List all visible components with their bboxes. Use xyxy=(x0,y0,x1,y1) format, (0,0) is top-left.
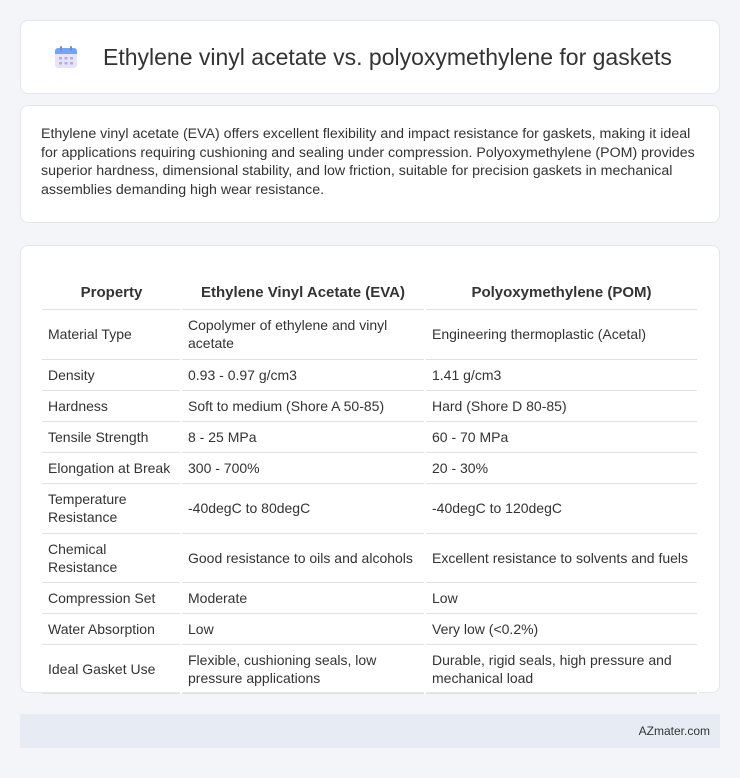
property-cell: Material Type xyxy=(42,309,181,359)
eva-cell: Flexible, cushioning seals, low pressure applications xyxy=(181,644,425,693)
property-cell: Ideal Gasket Use xyxy=(42,644,181,693)
pom-cell: -40degC to 120degC xyxy=(425,483,698,533)
pom-cell: Low xyxy=(425,582,698,613)
eva-cell: Copolymer of ethylene and vinyl acetate xyxy=(181,309,425,359)
eva-cell: Moderate xyxy=(181,582,425,613)
eva-cell: 300 - 700% xyxy=(181,452,425,483)
pom-cell: Excellent resistance to solvents and fuels xyxy=(425,533,698,582)
property-cell: Water Absorption xyxy=(42,613,181,644)
eva-cell: -40degC to 80degC xyxy=(181,483,425,533)
calendar-icon xyxy=(51,42,81,72)
table-header-row xyxy=(42,266,698,309)
header-pom: Polyoxymethylene (POM) xyxy=(425,266,698,309)
comparison-table-card xyxy=(20,245,720,693)
table-row xyxy=(42,483,698,533)
page-title: Ethylene vinyl acetate vs. polyoxymethylene for gaskets xyxy=(103,43,672,70)
eva-cell: 8 - 25 MPa xyxy=(181,421,425,452)
property-cell: Compression Set xyxy=(42,582,181,613)
eva-cell: Good resistance to oils and alcohols xyxy=(181,533,425,582)
property-cell: Tensile Strength xyxy=(42,421,181,452)
summary-card xyxy=(20,105,720,223)
table-row xyxy=(42,390,698,421)
header-card xyxy=(20,20,720,94)
summary-text: Ethylene vinyl acetate (EVA) offers excellent flexibility and impact resistance for gaskets, making it ideal for applications requiring cushioning and sealing under compression. Polyoxymethylene (POM) provides superior hardness, dimensional stability, and low friction, suitable for precision gaskets in mechanical assemblies demanding high wear resistance. xyxy=(41,126,695,198)
header-eva: Ethylene Vinyl Acetate (EVA) xyxy=(181,266,425,309)
eva-cell: Low xyxy=(181,613,425,644)
pom-cell: Very low (<0.2%) xyxy=(425,613,698,644)
pom-cell: 60 - 70 MPa xyxy=(425,421,698,452)
comparison-table xyxy=(42,266,699,694)
table-row xyxy=(42,309,698,359)
property-cell: Density xyxy=(42,359,181,390)
property-cell: Hardness xyxy=(42,390,181,421)
table-row xyxy=(42,452,698,483)
eva-cell: Soft to medium (Shore A 50-85) xyxy=(181,390,425,421)
pom-cell: Hard (Shore D 80-85) xyxy=(425,390,698,421)
table-row xyxy=(42,359,698,390)
table-row xyxy=(42,582,698,613)
table-row xyxy=(42,644,698,693)
pom-cell: 20 - 30% xyxy=(425,452,698,483)
property-cell: Temperature Resistance xyxy=(42,483,181,533)
table-row xyxy=(42,533,698,582)
footer-bar xyxy=(20,714,720,748)
property-cell: Elongation at Break xyxy=(42,452,181,483)
eva-cell: 0.93 - 0.97 g/cm3 xyxy=(181,359,425,390)
table-row xyxy=(42,613,698,644)
property-cell: Chemical Resistance xyxy=(42,533,181,582)
table-row xyxy=(42,421,698,452)
pom-cell: 1.41 g/cm3 xyxy=(425,359,698,390)
header-property: Property xyxy=(42,266,181,309)
pom-cell: Engineering thermoplastic (Acetal) xyxy=(425,309,698,359)
footer-site-name: AZmater.com xyxy=(638,724,710,738)
pom-cell: Durable, rigid seals, high pressure and mechanical load xyxy=(425,644,698,693)
